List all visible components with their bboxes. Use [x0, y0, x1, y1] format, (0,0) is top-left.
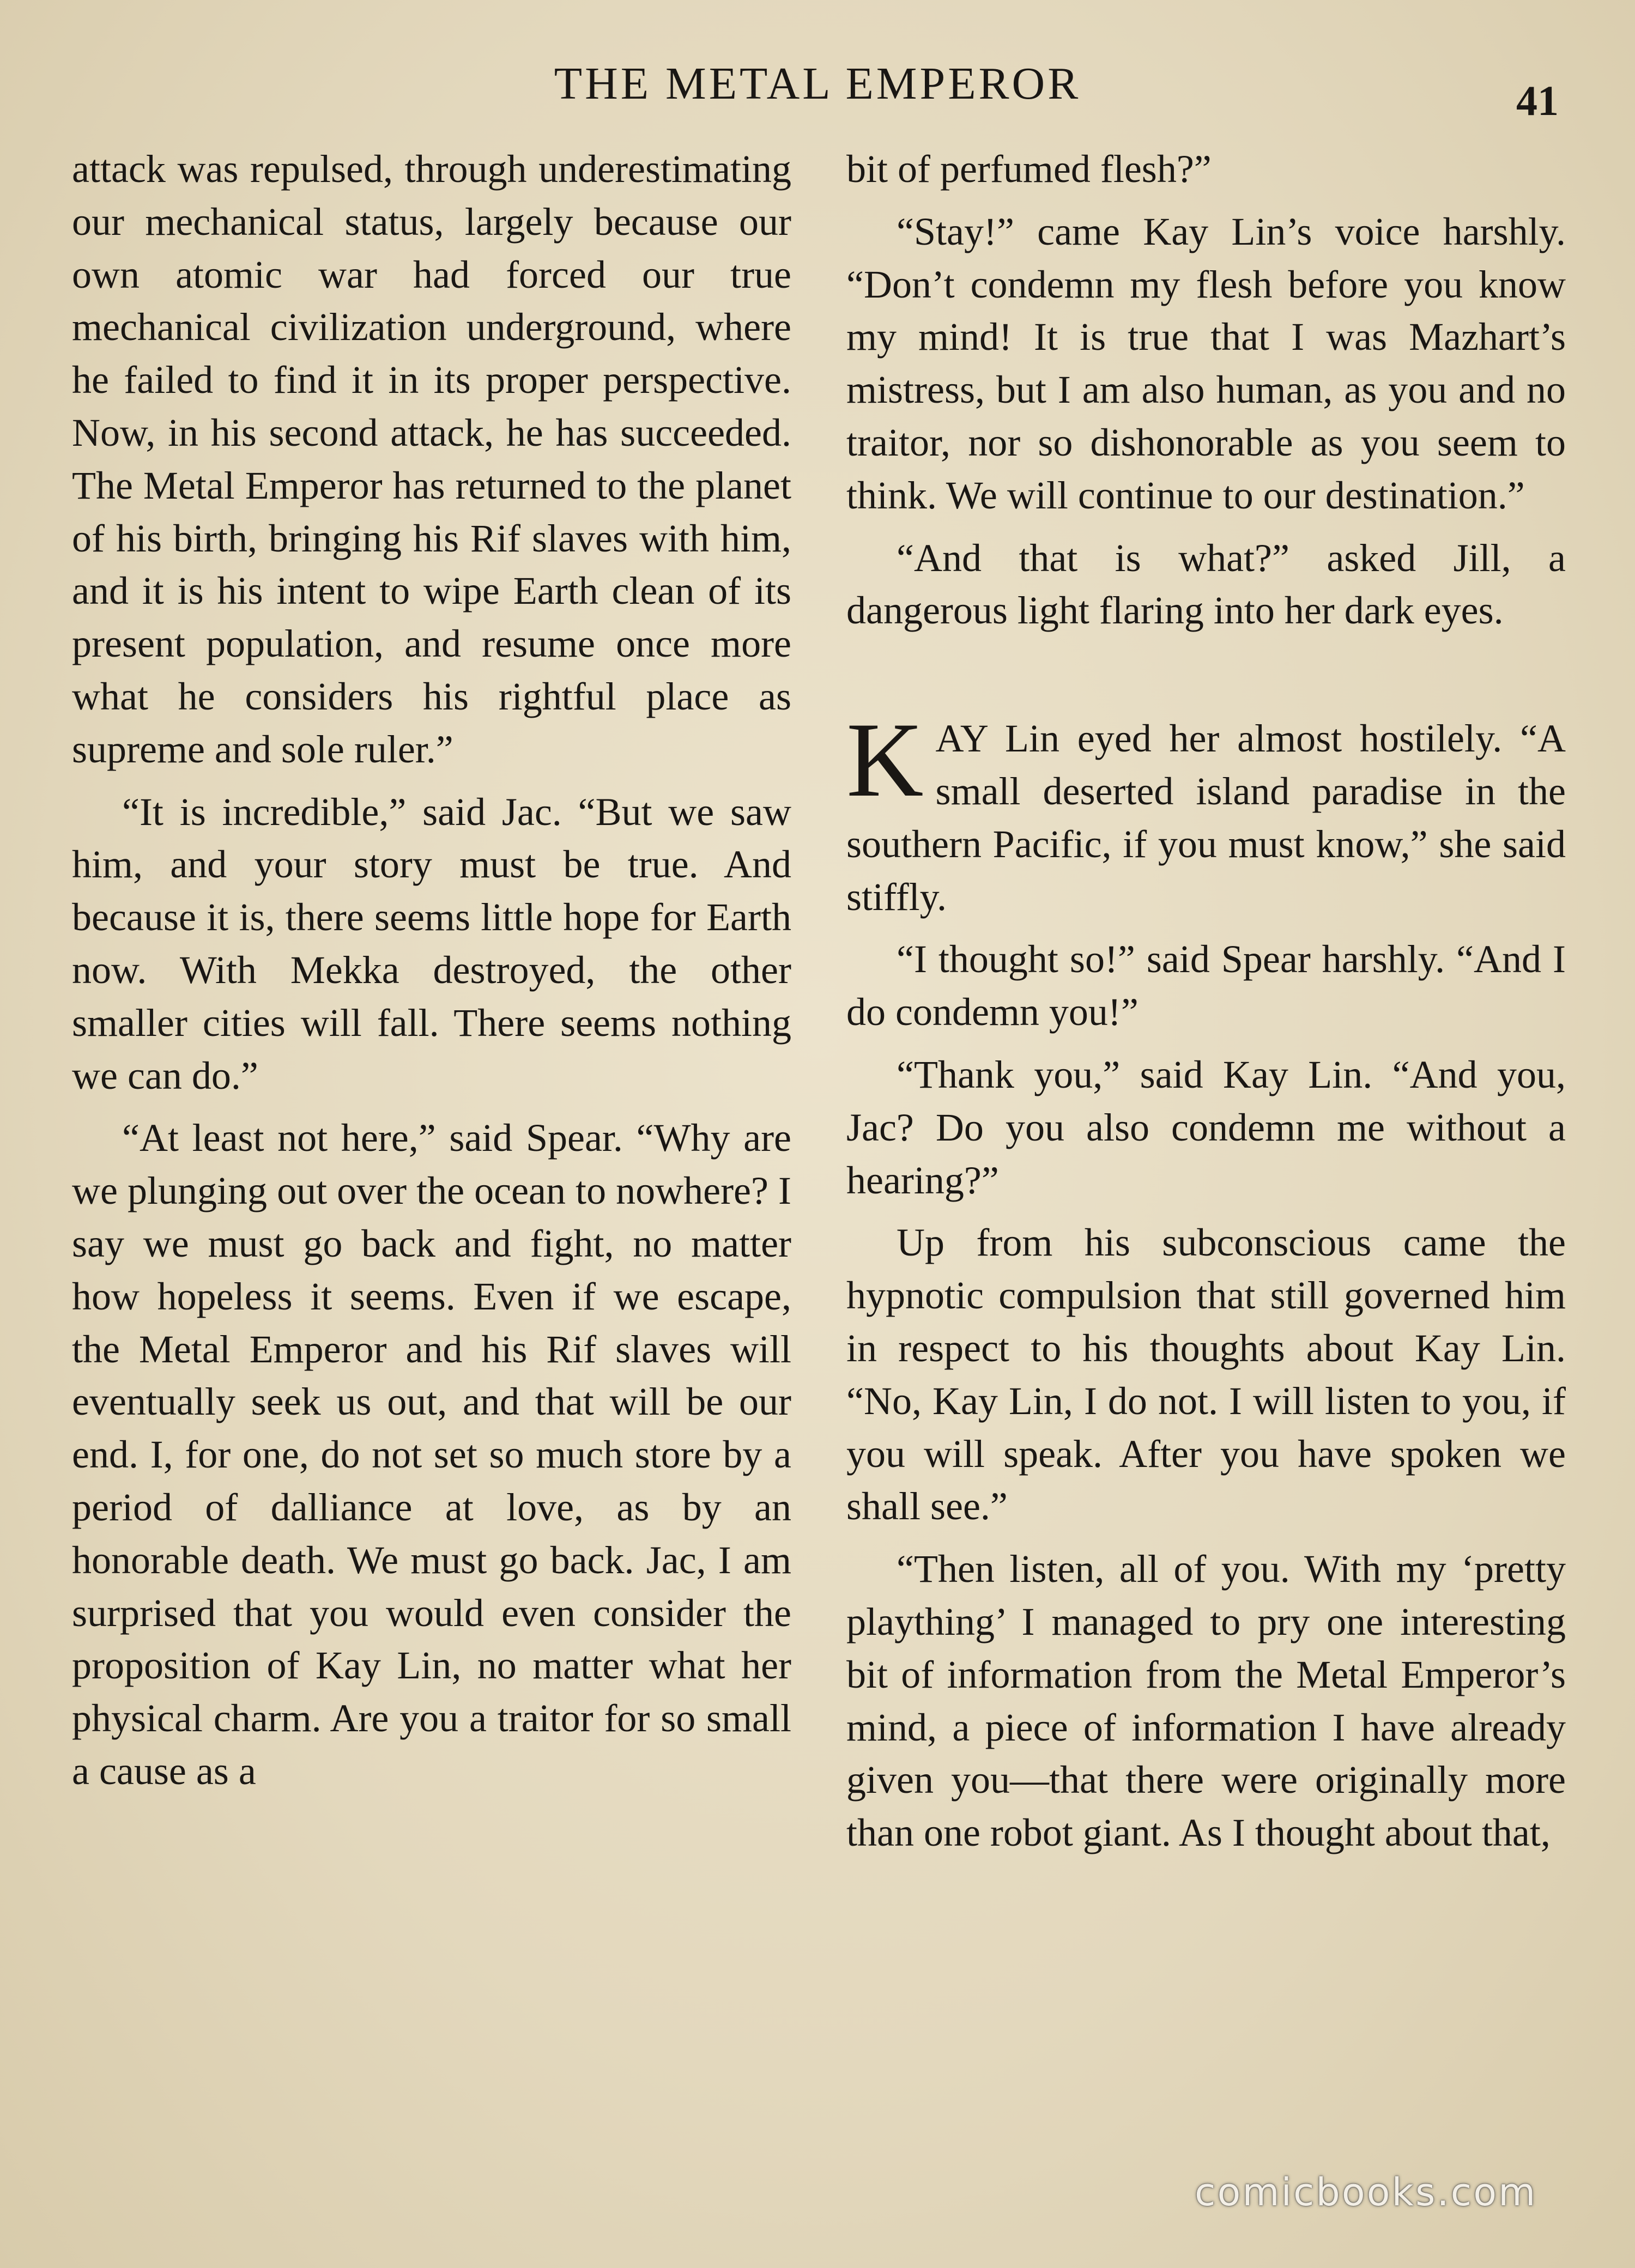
paragraph: “It is incredible,” said Jac. “But we saw him, and your story must be true. And because it is, there seems little hope for Earth now. With Mekka destroyed, the other smaller cities will fall. There seems nothing we can do.”: [72, 790, 791, 1097]
drop-cap-letter: K: [846, 701, 924, 820]
paragraph: “At least not here,” said Spear. “Why are we plunging out over the ocean to nowhere? I say we must go back and fight, no matter how hopeless it seems. Even if we escape, the Metal Emperor and his Rif slaves will eventually seek us out, and that will be our end. I, for one, do not set so much store by a period of dalliance at love, as by an honorable death. We must go back. Jac, I am surprised that you would even consider the proposition of Kay Lin, no matter what her physical charm. Are you a traitor for so small a cause as a: [72, 1116, 791, 1793]
paragraph: “And that is what?” asked Jill, a dangerous light flaring into her dark eyes.: [846, 536, 1566, 633]
paragraph: attack was repulsed, through underestimating our mechanical status, largely because our own atomic war had forced our true mechanical civilization underground, where he failed to find it in its proper perspective. Now, in his second attack, he has succeeded. The Metal Emperor has returned to the planet of his birth, bringing his Rif slaves with him, and it is his intent to wipe Earth clean of its present population, and resume once more what he considers his rightful place as supreme and sole ruler.”: [72, 147, 791, 771]
drop-cap-paragraph-text: AY Lin eyed her almost hostilely. “A small deserted island paradise in the southern Pacific, if you must know,” she said stiffly.: [846, 717, 1566, 919]
paragraph: “I thought so!” said Spear harshly. “And I do condemn you!”: [846, 937, 1566, 1034]
right-column: [846, 143, 1566, 1859]
paragraph: “Stay!” came Kay Lin’s voice harshly. “Don’t condemn my flesh before you know my mind! It is true that I was Mazhart’s mistress, but I am also human, as you and no traitor, nor so dishonorable as you seem to think. We will continue to our destination.”: [846, 209, 1566, 517]
running-title: THE METAL EMPEROR: [554, 58, 1081, 109]
page-number: 41: [1516, 77, 1559, 124]
left-column: [72, 143, 791, 1798]
watermark: comicbooks.com: [1195, 2170, 1537, 2215]
paragraph: “Then listen, all of you. With my ‘pretty plaything’ I managed to pry one interesting bit of information from the Metal Emperor’s mind, a piece of information I have already given you—that there were originally more than one robot giant. As I thought about that,: [846, 1547, 1566, 1855]
paragraph: bit of perfumed flesh?”: [846, 147, 1212, 191]
paragraph: “Thank you,” said Kay Lin. “And you, Jac? Do you also condemn me without a hearing?”: [846, 1052, 1566, 1202]
drop-cap-paragraph: [846, 701, 1566, 923]
paragraph: Up from his subconscious came the hypnotic compulsion that still governed him in respect to his thoughts about Kay Lin. “No, Kay Lin, I do not. I will listen to you, if you will speak. After you have spoken we shall see.”: [846, 1221, 1566, 1529]
